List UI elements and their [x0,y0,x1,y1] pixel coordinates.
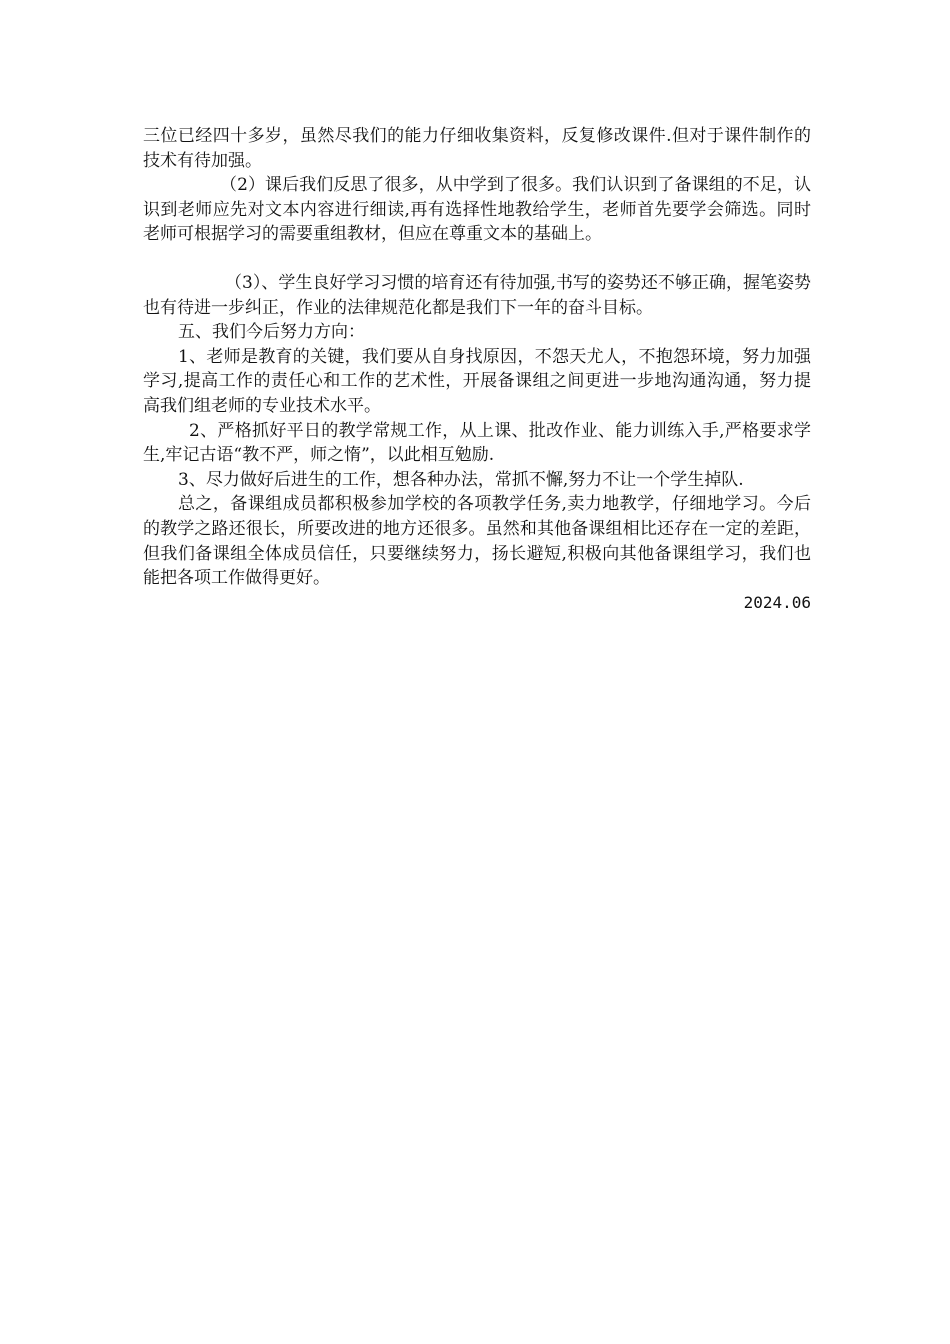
document-body [143,124,811,615]
paragraph-continuation: 三位已经四十多岁，虽然尽我们的能力仔细收集资料，反复修改课件.但对于课件制作的技术有待加强。 [143,126,811,171]
section-heading-future-direction: 五、我们今后努力方向： [178,322,365,343]
paragraph-reflection-2: （2）课后我们反思了很多，从中学到了很多。我们认识到了备课组的不足，认识到老师应先对文本内容进行细读,再有选择性地教给学生，老师首先要学会筛选。同时老师可根据学习的需要重组教材，但应在尊重文本的基础上。 [143,175,811,245]
paragraph-direction-2: 2、严格抓好平日的教学常规工作，从上课、批改作业、能力训练入手,严格要求学生,牢记古语“教不严，师之惰”，以此相互勉励. [143,420,811,466]
document-date: 2024.06 [743,592,811,612]
paragraph-direction-3: 3、尽力做好后进生的工作，想各种办法，常抓不懈,努力不让一个学生掉队. [178,469,744,490]
paragraph-reflection-3: （3）、学生良好学习习惯的培育还有待加强,书写的姿势还不够正确，握笔姿势也有待进一步纠正，作业的法律规范化都是我们下一年的奋斗目标。 [143,272,811,318]
paragraph-gap [143,247,811,271]
paragraph-summary: 总之，备课组成员都积极参加学校的各项教学任务,卖力地教学，仔细地学习。今后的教学之路还很长，所要改进的地方还很多。虽然和其他备课组相比还存在一定的差距，但我们备课组全体成员信任，只要继续努力，扬长避短,积极向其他备课组学习，我们也能把各项工作做得更好。 [143,494,811,589]
paragraph-direction-1: 1、老师是教育的关键，我们要从自身找原因，不怨天尤人，不抱怨环境，努力加强学习,提高工作的责任心和工作的艺术性，开展备课组之间更进一步地沟通沟通，努力提高我们组老师的专业技术水平。 [143,346,811,416]
